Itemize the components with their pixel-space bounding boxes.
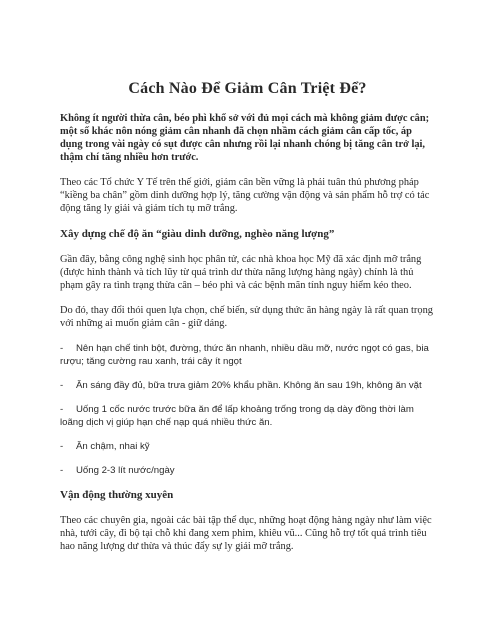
list-item-text: Nên hạn chế tinh bột, đường, thức ăn nhanh, nhiều dầu mỡ, nước ngọt có gas, bia rượu; tăng cường rau xanh, trái cây ít ngọt [60,343,429,367]
list-item [60,403,435,429]
list-item [60,440,435,453]
bullet-marker: - [60,441,64,452]
section-heading-exercise: Vận động thường xuyên [60,489,174,501]
list-item-text: Uống 1 cốc nước trước bữa ăn để lấp khoảng trống trong dạ dày đồng thời làm loãng dịch vị giúp hạn chế nạp quá nhiều thức ăn. [60,404,414,428]
bullet-marker: - [60,404,64,415]
diet-paragraph-1: Gần đây, bằng công nghệ sinh học phân tử, các nhà khoa học Mỹ đã xác định mỡ trắng (được hình thành và tích lũy từ quá trình dư thừa năng lượng hàng ngày) chính là thủ phạm gây ra tình trạng thừa cân – béo phì và các bệnh mãn tính nguy hiểm kéo theo. [60,254,422,291]
list-item [60,464,435,477]
list-item-text: Ăn chậm, nhai kỹ [76,441,150,452]
bullet-marker: - [60,343,64,354]
exercise-paragraph: Theo các chuyên gia, ngoài các bài tập thể dục, những hoạt động hàng ngày như làm việc nhà, tưới cây, đi bộ tại chỗ khi đang xem phim, khiêu vũ... Cũng hỗ trợ tốt quá trình tiêu hao năng lượng dư thừa và thúc đẩy sự ly giải mỡ trắng. [60,515,432,552]
bullet-marker: - [60,465,64,476]
list-item-text: Uống 2-3 lít nước/ngày [76,465,175,476]
bullet-marker: - [60,380,64,391]
list-item [60,379,435,392]
diet-paragraph-2: Do đó, thay đổi thói quen lựa chọn, chế biến, sử dụng thức ăn hàng ngày là rất quan trọng với những ai muốn giảm cân - giữ dáng. [60,305,433,329]
list-item [60,342,435,368]
diet-bullet-list [60,342,435,477]
intro-paragraph: Theo các Tổ chức Y Tế trên thế giới, giảm cân bền vững là phải tuân thủ phương pháp “kiềng ba chân” gồm dinh dưỡng hợp lý, tăng cường vận động và sản phẩm hỗ trợ có tác động tăng ly giải và giảm tích tụ mỡ trắng. [60,177,430,214]
page-title: Cách Nào Để Giảm Cân Triệt Để? [128,80,367,97]
section-heading-diet: Xây dựng chế độ ăn “giàu dinh dưỡng, nghèo năng lượng” [60,228,335,240]
list-item-text: Ăn sáng đầy đủ, bữa trưa giảm 20% khẩu phần. Không ăn sau 19h, không ăn vặt [76,380,422,391]
lead-paragraph: Không ít người thừa cân, béo phì khổ sở với đủ mọi cách mà không giảm được cân; một số khác nôn nóng giảm cân nhanh đã chọn nhầm cách giảm cân cấp tốc, áp dụng trong vài ngày có sụt được cân nhưng rồi lại nhanh chóng bị tăng cân trở lại, thậm chí tăng nhiều hơn trước. [60,113,430,163]
